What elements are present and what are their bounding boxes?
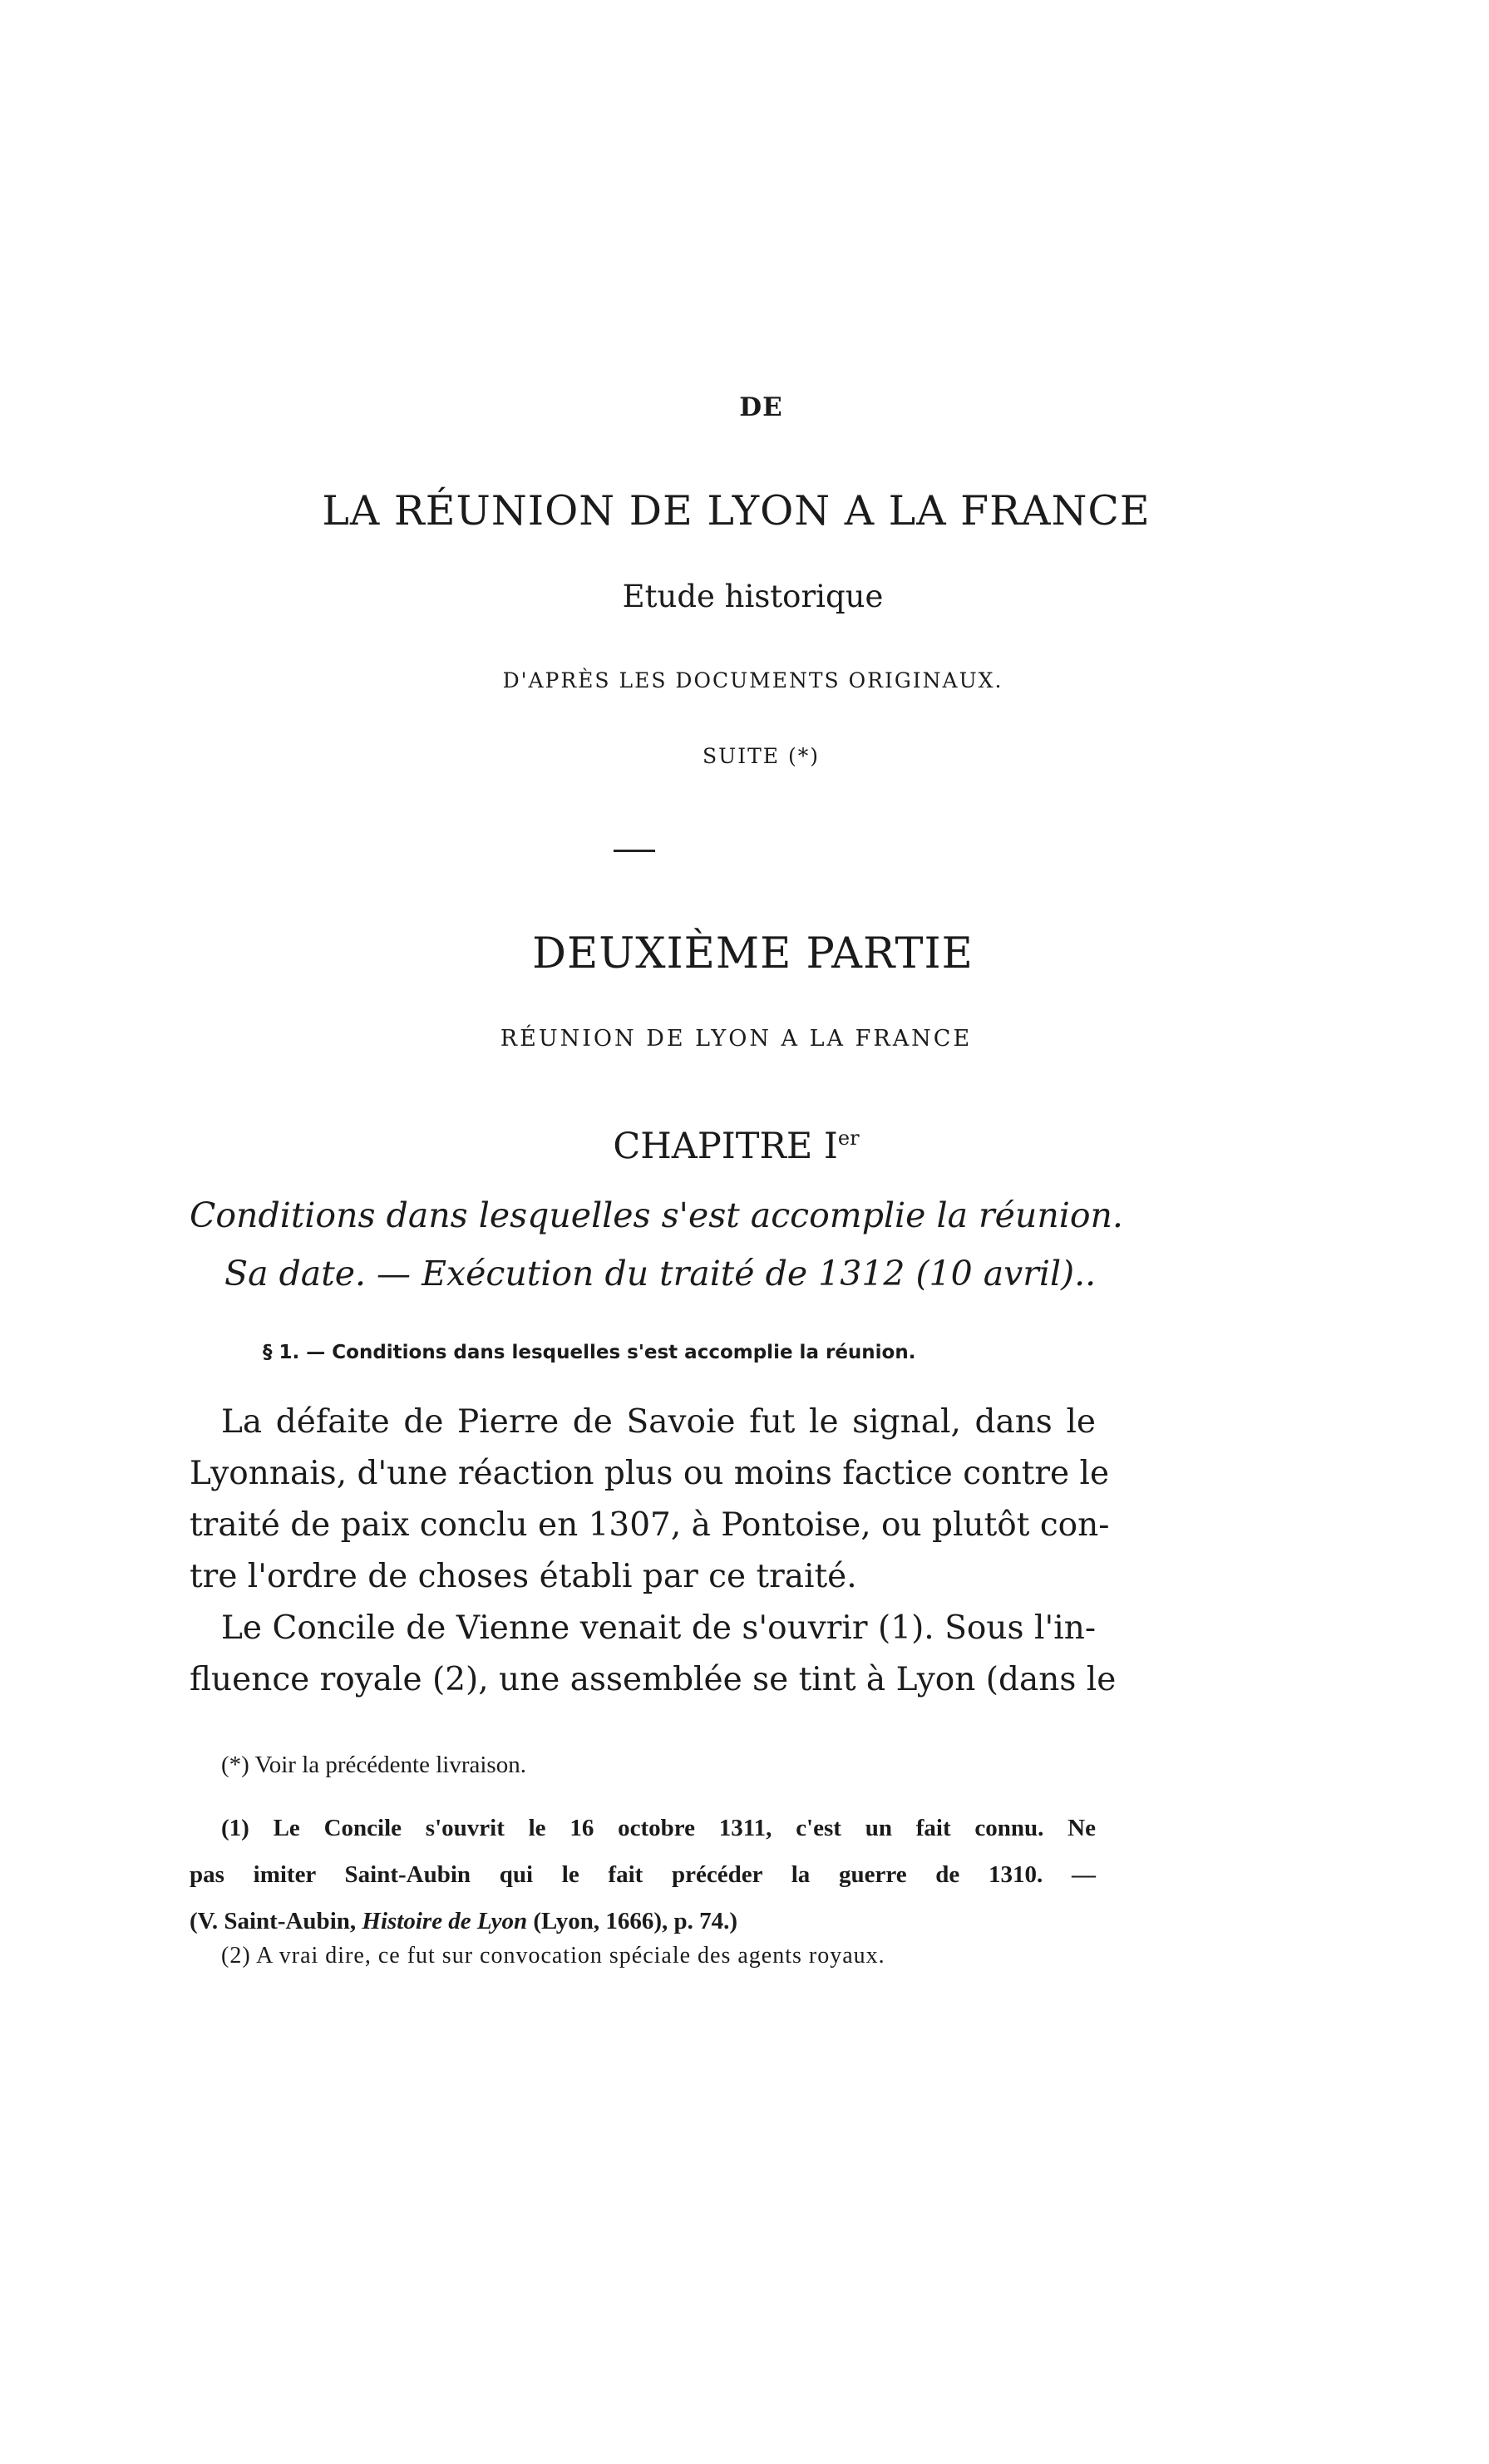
footnote-1-line-3 — [190, 1907, 737, 1935]
body-line-1: La défaite de Pierre de Savoie fut le signal, dans le — [221, 1403, 1096, 1441]
body-line-4: tre l'ordre de choses établi par ce traité. — [190, 1558, 857, 1595]
body-line-6: fluence royale (2), une assemblée se tint à Lyon (dans le — [190, 1661, 1117, 1698]
title-prefix: DE — [739, 392, 783, 422]
chapter-subtitle-line-2: Sa date. — Exécution du traité de 1312 (10 avril).. — [224, 1254, 1097, 1294]
body-line-3: traité de paix conclu en 1307, à Pontoise, ou plutôt con- — [190, 1506, 1110, 1544]
footnote-1-book-title: Histoire de Lyon — [362, 1908, 528, 1934]
chapter-title — [0, 1126, 1481, 1167]
section-heading: § 1. — Conditions dans lesquelles s'est accomplie la réunion. — [263, 1342, 916, 1363]
footnote-star: (*) Voir la précédente livraison. — [221, 1752, 526, 1778]
suite-line: SUITE (*) — [703, 744, 820, 768]
footnote-1-line-1: (1) Le Concile s'ouvrit le 16 octobre 1311, c'est un fait connu. Ne — [221, 1815, 1096, 1841]
part-subtitle: RÉUNION DE LYON A LA FRANCE — [500, 1026, 973, 1052]
chapter-subtitle-line-1: Conditions dans lesquelles s'est accomplie la réunion. — [190, 1195, 1123, 1235]
sources-line: D'APRÈS LES DOCUMENTS ORIGINAUX. — [502, 668, 1003, 692]
body-line-5: Le Concile de Vienne venait de s'ouvrir (1). Sous l'in- — [221, 1609, 1096, 1647]
chapter-title-text: CHAPITRE I — [613, 1126, 838, 1167]
footnote-2: (2) A vrai dire, ce fut sur convocation spéciale des agents royaux. — [221, 1943, 885, 1969]
article-subtitle: Etude historique — [622, 579, 884, 614]
footnote-1-line-3-end: (Lyon, 1666), p. 74.) — [527, 1908, 738, 1934]
part-title: DEUXIÈME PARTIE — [532, 929, 974, 978]
footnote-1-line-2: pas imiter Saint-Aubin qui le fait précéder la guerre de 1310. — — [190, 1861, 1096, 1888]
chapter-title-superscript: er — [837, 1126, 860, 1150]
section-divider — [614, 850, 655, 852]
article-title: LA RÉUNION DE LYON A LA FRANCE — [322, 487, 1151, 535]
body-line-2: Lyonnais, d'une réaction plus ou moins factice contre le — [190, 1455, 1110, 1492]
footnote-1-line-3-start: (V. Saint-Aubin, — [190, 1908, 362, 1934]
